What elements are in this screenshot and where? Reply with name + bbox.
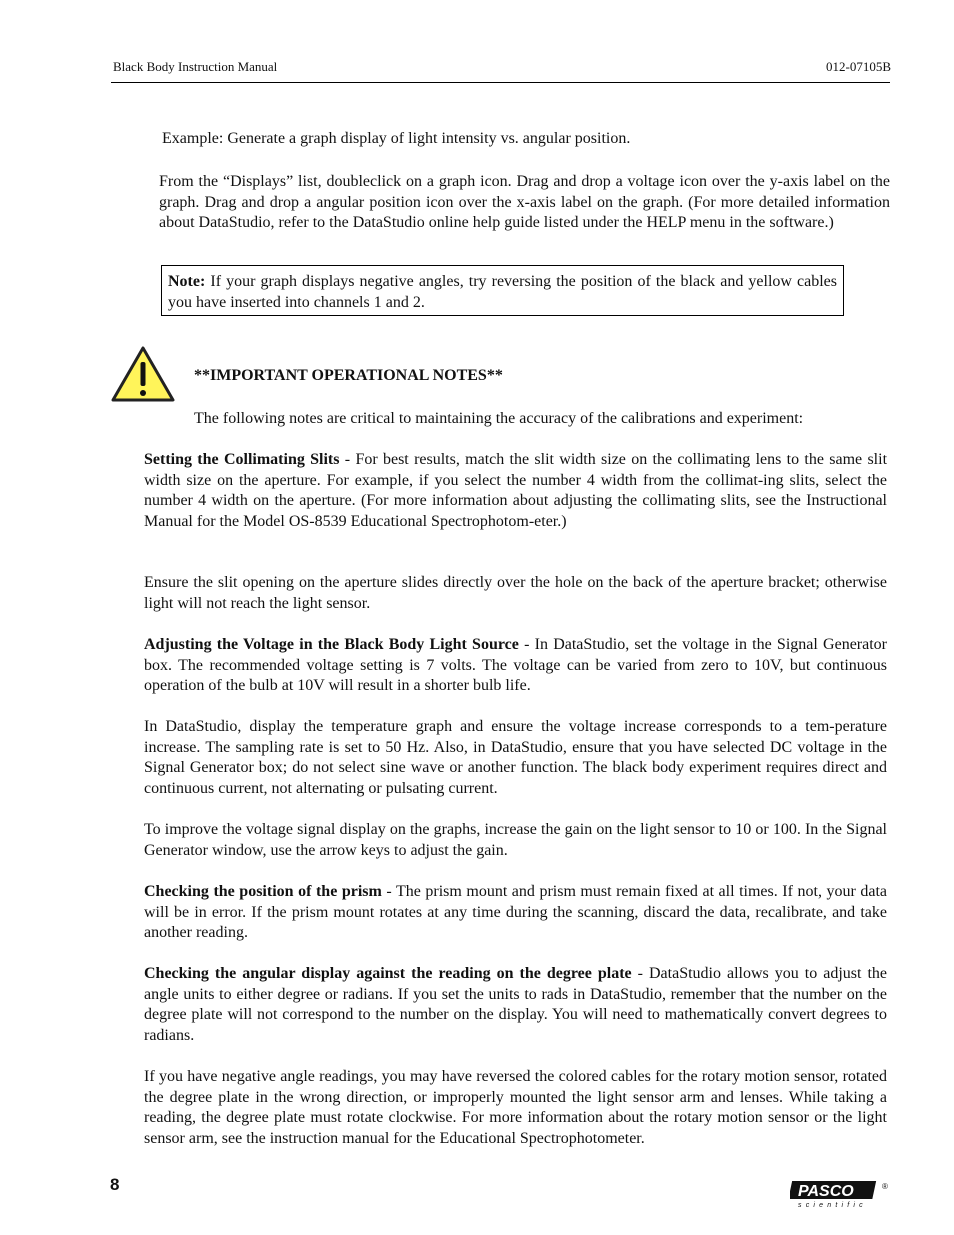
note-text (168, 272, 837, 313)
important-notes-intro: The following notes are critical to maintaining the accuracy of the calibrations and experiment: (194, 410, 804, 427)
running-header-title: Black Body Instruction Manual (113, 59, 278, 74)
displays-paragraph: From the “Displays” list, doubleclick on a graph icon. Drag and drop a voltage icon over the y-axis label on the graph. Drag and drop a angular position icon over the x-axis label on the graph. (For more detailed information about DataStudio, refer to the DataStudio online help guide listed under the HELP menu in the software.) (159, 173, 890, 232)
note-label: Note: (168, 273, 206, 290)
negative-angles-paragraph: If you have negative angle readings, you may have reversed the colored cables for the rotary motion sensor, rotated the degree plate in the wrong direction, or improperly mounted the light sensor arm and lenses. While taking a reading, the degree plate must rotate clockwise. For more information about the rotary motion sensor or the light sensor arm, see the instruction manual for the Educational Spectrophotometer. (144, 1068, 887, 1148)
page-number: 8 (110, 1175, 120, 1194)
angular-display-paragraph (144, 964, 887, 1047)
logo-subtitle: scientific (798, 1202, 867, 1209)
voltage-paragraph (144, 635, 887, 697)
registered-mark: ® (882, 1182, 888, 1191)
pasco-logo (790, 1177, 892, 1209)
collimating-slits-heading: Setting the Collimating Slits (144, 451, 340, 468)
prism-text: - The prism mount and prism must remain fixed at all times. If not, your data will be in error. If the prism mount rotates at any time during the scanning, discard the data, recalibrate, and take another reading. (144, 883, 888, 942)
warning-triangle-icon (110, 345, 176, 403)
voltage-text: - In DataStudio, set the voltage in the Signal Generator box. The recommended voltage setting is 7 volts. The voltage can be varied from zero to 10V, but continuous operation of the bulb at 10V will result in a shorter bulb life. (144, 636, 888, 695)
running-header-doc-number: 012-07105B (826, 59, 891, 74)
header-rule (111, 82, 890, 83)
prism-heading: Checking the position of the prism (144, 883, 382, 900)
collimating-slits-text: - For best results, match the slit width size on the collimating lens to the same slit width size on the aperture. For example, if you select the number 4 width from the collimat-ing slits, select the number 4 width on the aperture. (For more information about adjusting the collimating slits, see the Instructional Manual for the Model OS-8539 Educational Spectrophotom-eter.) (144, 451, 888, 531)
angular-display-text: - DataStudio allows you to adjust the angle units to either degree or radians. If you set the units to rads in DataStudio, remember that the number on the degree plate will not correspond to the number on the display. You will need to mathematically convert degrees to radians. (144, 965, 887, 1045)
gain-paragraph: To improve the voltage signal display on the graphs, increase the gain on the light sensor to 10 or 100. In the Signal Generator window, use the arrow keys to adjust the gain. (144, 821, 887, 859)
example-paragraph: Example: Generate a graph display of light intensity vs. angular position. (162, 130, 631, 147)
voltage-heading: Adjusting the Voltage in the Black Body Light Source (144, 636, 519, 653)
angular-display-heading: Checking the angular display against the reading on the degree plate (144, 965, 632, 982)
slit-opening-paragraph: Ensure the slit opening on the aperture slides directly over the hole on the back of the aperture bracket; otherwise light will not reach the light sensor. (144, 574, 887, 612)
logo-wordmark: PASCO (798, 1183, 854, 1200)
prism-paragraph (144, 882, 887, 944)
important-notes-title: **IMPORTANT OPERATIONAL NOTES** (194, 367, 503, 384)
temperature-paragraph: In DataStudio, display the temperature graph and ensure the voltage increase corresponds to a tem-perature increase. The sampling rate is set to 50 Hz. Also, in DataStudio, ensure that you have selected DC voltage in the Signal Generator box; do not select sine wave or another function. The black body experiment requires direct and continuous current, not alternating or pulsating current. (144, 718, 887, 798)
note-body: If your graph displays negative angles, try reversing the position of the black and yellow cables you have inserted into channels 1 and 2. (168, 273, 837, 311)
collimating-slits-paragraph (144, 450, 887, 533)
